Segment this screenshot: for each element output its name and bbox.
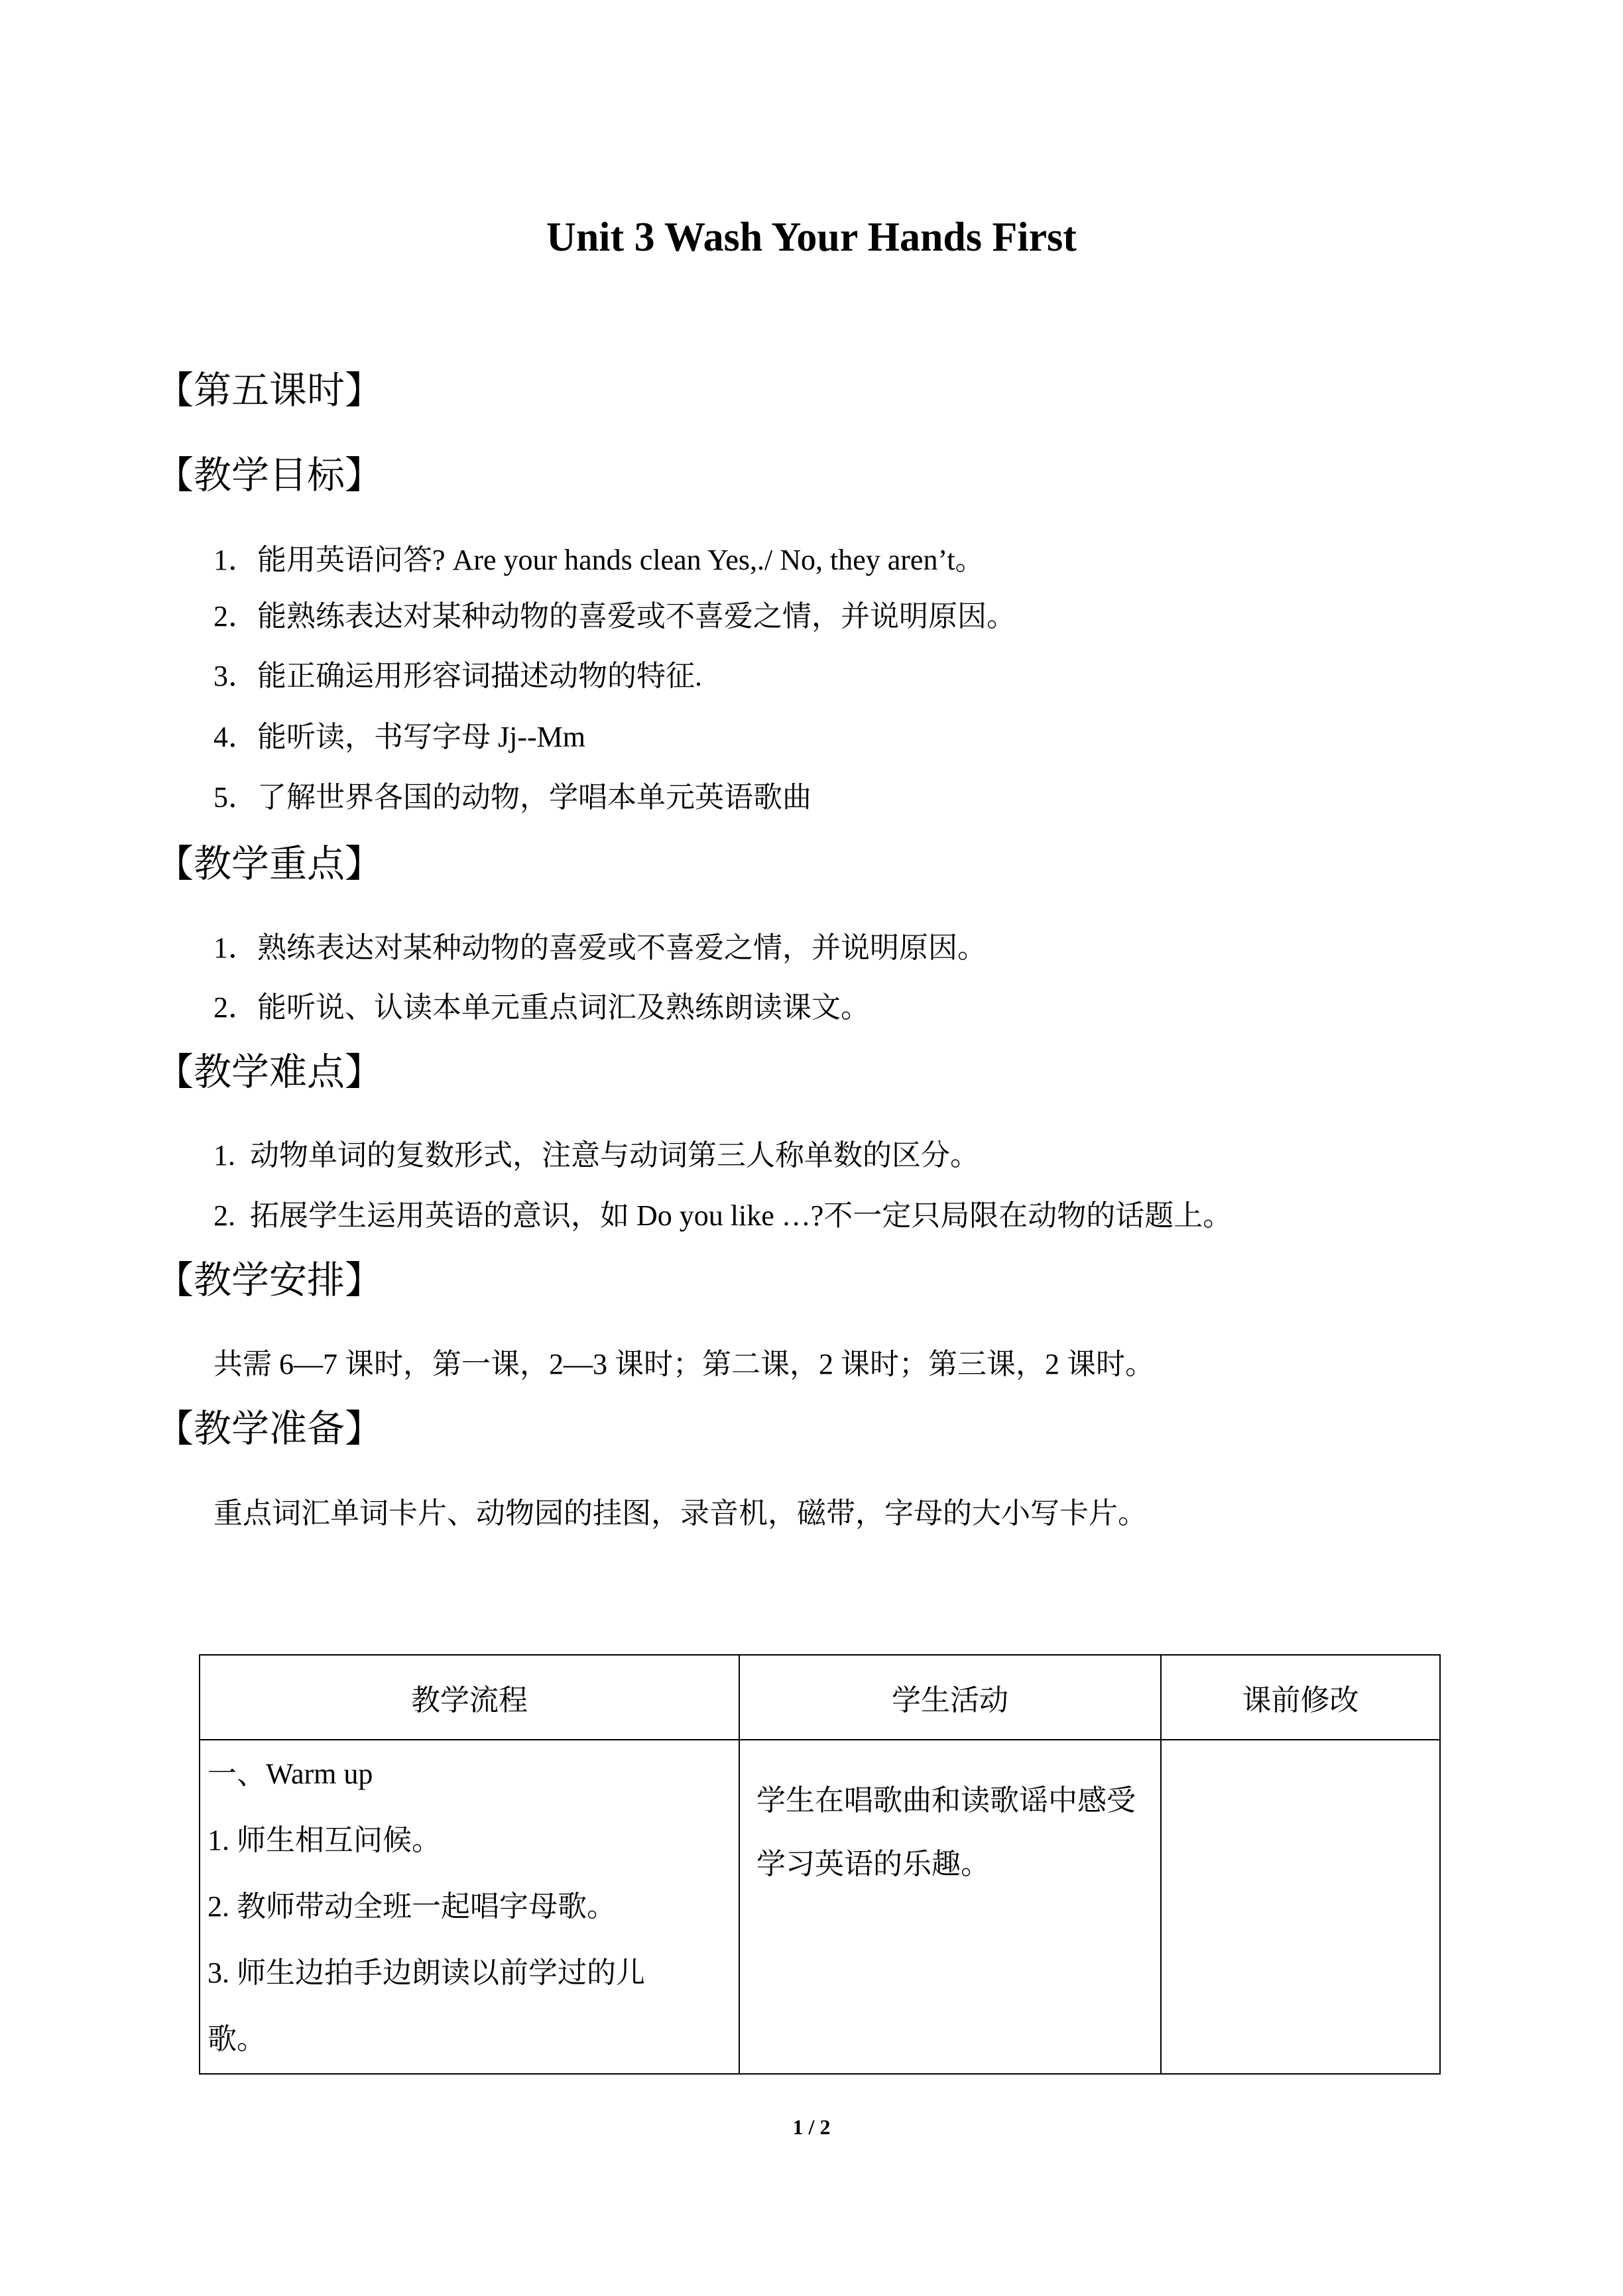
header-activity: 学生活动 — [739, 1655, 1161, 1740]
arrangement-heading: 【教学安排】 — [156, 1260, 383, 1301]
objective-item: 5．了解世界各国的动物，学唱本单元英语歌曲 — [213, 781, 812, 814]
process-line: 歌。 — [208, 2023, 266, 2055]
process-line: 3. 师生边拍手边朗读以前学过的儿 — [208, 1957, 645, 1989]
arrangement-text: 共需 6—7 课时，第一课，2—3 课时；第二课，2 课时；第三课，2 课时。 — [213, 1348, 1154, 1380]
difficulties-heading: 【教学难点】 — [156, 1052, 383, 1093]
header-revision: 课前修改 — [1161, 1655, 1440, 1740]
lesson-label: 【第五课时】 — [156, 370, 383, 412]
objectives-heading: 【教学目标】 — [156, 455, 383, 497]
objective-item: 4．能听读，书写字母 Jj--Mm — [213, 721, 585, 753]
process-line: 2. 教师带动全班一起唱字母歌。 — [208, 1890, 616, 1923]
revision-cell — [1161, 1740, 1440, 2074]
preparation-heading: 【教学准备】 — [156, 1408, 383, 1450]
key-points-heading: 【教学重点】 — [156, 843, 383, 885]
objective-item: 1．能用英语问答? Are your hands clean Yes,./ No, they aren’t。 — [213, 544, 985, 576]
table-header-row — [200, 1655, 1440, 1740]
process-cell — [200, 1740, 739, 2074]
key-point-item: 1．熟练表达对某种动物的喜爱或不喜爱之情，并说明原因。 — [213, 932, 987, 964]
key-point-item: 2．能听说、认读本单元重点词汇及熟练朗读课文。 — [213, 991, 870, 1024]
difficulty-item: 1. 动物单词的复数形式，注意与动词第三人称单数的区分。 — [213, 1139, 979, 1172]
activity-cell — [739, 1740, 1161, 2074]
lesson-flow-table — [199, 1654, 1441, 2075]
difficulty-item: 2. 拓展学生运用英语的意识，如 Do you like …?不一定只局限在动物的话题上。 — [213, 1199, 1232, 1232]
process-line: 1. 师生相互问候。 — [208, 1824, 441, 1856]
header-process: 教学流程 — [200, 1655, 739, 1740]
table-row — [200, 1740, 1440, 2074]
objective-item: 2．能熟练表达对某种动物的喜爱或不喜爱之情，并说明原因。 — [213, 600, 1016, 633]
page-number: 1 / 2 — [792, 2115, 831, 2139]
process-line: 一、Warm up — [208, 1758, 373, 1790]
activity-text: 学生在唱歌曲和读歌谣中感受学习英语的乐趣。 — [756, 1784, 1136, 1880]
preparation-text: 重点词汇单词卡片、动物园的挂图，录音机，磁带，字母的大小写卡片。 — [213, 1497, 1147, 1530]
objective-item: 3．能正确运用形容词描述动物的特征. — [213, 660, 702, 692]
document-title: Unit 3 Wash Your Hands First — [546, 215, 1077, 260]
